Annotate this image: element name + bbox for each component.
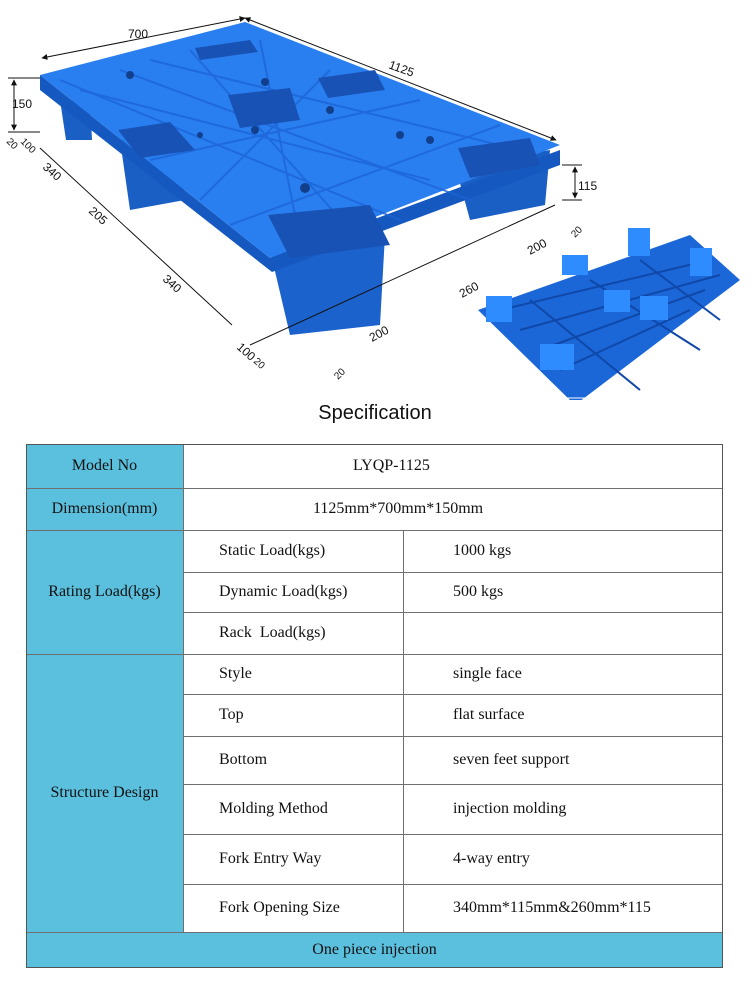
- rating-static-name: Static Load(kgs): [183, 530, 403, 572]
- dim-offset-20-c: 20: [332, 366, 348, 383]
- specification-title: Specification: [318, 402, 432, 424]
- model-no-value: LYQP-1125: [353, 457, 430, 475]
- structure-fork-opening-name: Fork Opening Size: [183, 884, 403, 932]
- dim-height: 150: [12, 97, 33, 111]
- pallet-diagram: [0, 0, 750, 400]
- structure-design-label: Structure Design: [26, 654, 183, 932]
- dim-offset-20-a: 20: [3, 136, 20, 152]
- rating-dynamic-value: 500 kgs: [403, 572, 723, 612]
- structure-fork-opening-value: 340mm*115mm&260mm*115: [403, 884, 723, 932]
- structure-molding-value: injection molding: [403, 784, 723, 834]
- pallet-bottom-image: [478, 228, 740, 400]
- dimension-label: Dimension(mm): [26, 488, 183, 530]
- footer-row: One piece injection: [26, 932, 723, 968]
- dim-200-a: 200: [366, 322, 392, 345]
- pallet-main-image: [40, 22, 560, 335]
- dim-200-b: 200: [524, 235, 550, 258]
- dim-260: 260: [456, 278, 482, 301]
- structure-bottom-value: seven feet support: [403, 736, 723, 784]
- rating-static-value: 1000 kgs: [403, 530, 723, 572]
- model-no-label: Model No: [26, 444, 183, 488]
- dim-offset-20-d: 20: [569, 224, 585, 241]
- structure-style-name: Style: [183, 654, 403, 694]
- rating-rack-name: Rack Load(kgs): [183, 612, 403, 654]
- structure-fork-entry-name: Fork Entry Way: [183, 834, 403, 884]
- dim-length: 1125: [386, 57, 417, 80]
- dim-205: 205: [85, 203, 111, 228]
- structure-top-name: Top: [183, 694, 403, 736]
- banner-stripe: [0, 398, 750, 400]
- dim-offset-100-a: 100: [17, 136, 38, 156]
- dim-width: 700: [128, 27, 149, 41]
- structure-molding-name: Molding Method: [183, 784, 403, 834]
- structure-top-value: flat surface: [403, 694, 723, 736]
- rating-dynamic-name: Dynamic Load(kgs): [183, 572, 403, 612]
- dim-offset-100-b: 100: [233, 339, 259, 364]
- dim-offset-20-b: 20: [250, 356, 267, 372]
- dim-fork-height: 115: [578, 179, 598, 193]
- structure-style-value: single face: [403, 654, 723, 694]
- dimension-value: 1125mm*700mm*150mm: [313, 500, 484, 518]
- dim-340-b: 340: [159, 271, 185, 296]
- structure-bottom-name: Bottom: [183, 736, 403, 784]
- spec-table: [26, 444, 723, 968]
- dim-340-a: 340: [39, 159, 65, 184]
- rating-load-label: Rating Load(kgs): [26, 530, 183, 654]
- structure-fork-entry-value: 4-way entry: [403, 834, 723, 884]
